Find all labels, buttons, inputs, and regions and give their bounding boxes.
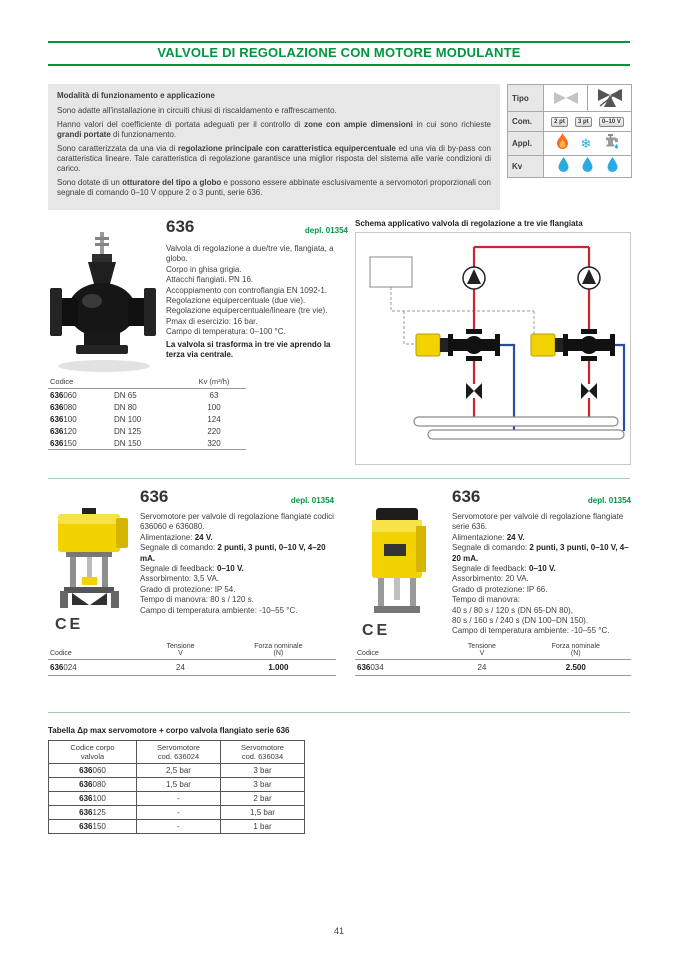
description-line: Tempo di manovra: [452,595,521,605]
description-line: Alimentazione: 24 V. [452,532,525,542]
description-line: Campo di temperatura: 0–100 °C. [166,327,286,337]
valve-codes-table [48,376,246,450]
dp-table-title: Tabella Δp max servomotore + corpo valvola flangiato serie 636 [48,726,290,735]
col-header-forza: Forza nominale (N) [521,642,631,660]
table-row: 636120 DN 125 220 [50,426,221,436]
description-line: Segnale di feedback: 0–10 V. [140,563,244,573]
table-row: 636080 1,5 bar 3 bar [49,778,305,792]
col-header-tensione: Tensione V [443,642,520,660]
description-line: Campo di temperatura ambiente: -10–55 °C. [140,605,298,615]
intro-panel [48,84,500,210]
two-way-valve-icon [544,85,587,111]
header-rule-top [48,41,630,43]
servo-636034-description [452,512,632,637]
description-line: 40 s / 80 s / 120 s (DN 65-DN 80), [452,605,573,615]
description-line: Segnale di comando: 2 punti, 3 punti, 0–10 V, 4–20 mA. [140,543,326,563]
spec-label-tipo: Tipo [508,85,544,112]
spec-label-com: Com. [508,112,544,132]
drop-icon [582,157,593,177]
spec-label-appl: Appl. [508,132,544,156]
series-number: 636 [140,487,169,506]
col-header-tensione: Tensione V [140,642,221,660]
description-line: Segnale di feedback: 0–10 V. [452,563,556,573]
shutoff-valve-icon [581,383,597,399]
description-line: Accoppiamento con controflangia EN 1092-1. [166,285,327,295]
depl-ref: depl. 01354 [290,496,334,505]
com-010v-badge: 0–10 V [599,117,624,127]
shutoff-valve-icon [466,383,482,399]
description-line: Grado di protezione: IP 66. [452,584,548,594]
description-line: Alimentazione: 24 V. [140,532,213,542]
table-row: 636125 - 1,5 bar [49,806,305,820]
description-line: Regolazione equipercentuale (due vie). [166,295,306,305]
table-row: 636100 DN 100 124 [50,414,221,424]
manifold-pipes [414,417,624,439]
section-divider [48,712,630,713]
drop-icon [558,157,569,177]
valve-bold-note: La valvola si trasforma in tre vie aprendo la terza via centrale. [166,339,331,359]
description-line: Valvola di regolazione a due/tre vie, flangiata, a globo. [166,244,334,264]
servo-636024-description [140,512,336,616]
header-rule-bottom [48,64,630,66]
com-3pt-badge: 3 pt [575,117,592,127]
spec-label-kv: Kv [508,156,544,178]
dp-header-code: Codice corpo valvola [49,741,137,764]
description-line: Assorbimento: 20 VA. [452,574,529,584]
intro-paragraph: Sono dotate di un otturatore del tipo a globo e possono essere abbinate esclusivamente a servomotori proporzionali con segnale di comando 0–10 V oppure 2 o 3 punti, serie 636. [57,177,492,198]
controller-box [370,257,412,287]
description-line: Corpo in ghisa grigia. [166,264,242,274]
col-header-codice: Codice [355,642,443,660]
description-line: Servomotore per valvole di regolazione flangiate serie 636. [452,512,624,532]
table-row: 636080 DN 80 100 [50,402,221,412]
spec-row-tipo [508,85,632,112]
pump-icon [578,267,600,289]
page-title: VALVOLE DI REGOLAZIONE CON MOTORE MODULANTE [157,45,521,60]
servo-636024-table [48,642,336,676]
description-line: Segnale di comando: 2 punti, 3 punti, 0–10 V, 4–20 mA. [452,543,629,563]
faucet-icon [603,134,619,154]
valve-product-image [48,230,160,374]
servo-a-header [140,488,334,505]
table-row: 636024 24 1.000 [48,660,336,676]
table-row: 636060 2,5 bar 3 bar [49,764,305,778]
description-line: Pmax di esercizio: 16 bar. [166,316,258,326]
ce-mark: CE [55,616,84,633]
description-line: 80 s / 160 s / 240 s (DN 100–DN 150). [452,615,589,625]
application-schema [355,232,631,465]
description-line: Attacchi flangiati. PN 16. [166,275,254,285]
table-row: 636150 - 1 bar [49,820,305,834]
table-row: 636034 24 2.500 [355,660,631,676]
dp-header-servo-636024: Servomotore cod. 636024 [137,741,221,764]
ce-mark: CE [362,622,391,639]
spec-row-com [508,112,632,132]
col-header-codice: Codice [48,642,140,660]
dp-max-table [48,740,305,834]
codes-header-kv: Kv (m³/h) [182,376,246,389]
page-number: 41 [333,926,344,936]
pump-icon [463,267,485,289]
servo-b-header [452,488,631,505]
section-divider [48,478,630,479]
snowflake-icon: ❄ [580,136,592,151]
description-line: Assorbimento: 3,5 VA. [140,574,219,584]
flame-icon [556,133,569,154]
three-way-valve-assembly [531,329,615,361]
depl-ref: depl. 01354 [587,496,631,505]
servo-636034-image [360,506,440,618]
schema-title: Schema applicativo valvola di regolazione a tre vie flangiata [355,219,583,228]
spec-row-appl [508,132,632,156]
com-2pt-badge: 2 pt [551,117,568,127]
description-line: Tempo di manovra: 80 s / 120 s. [140,595,254,605]
intro-paragraph: Sono adatte all'installazione in circuiti chiusi di riscaldamento e raffrescamento. [57,106,337,116]
series-number: 636 [166,217,195,236]
table-row: 636060 DN 65 63 [50,390,219,400]
description-line: Regolazione equipercentuale/lineare (tre vie). [166,306,328,316]
table-row: 636150 DN 150 320 [48,437,246,450]
three-way-valve-assembly [416,329,500,361]
servo-636024-image [52,506,136,612]
three-way-valve-icon [587,85,631,111]
description-line: Servomotore per valvole di regolazione flangiate codici 636060 e 636080. [140,512,334,532]
table-row: 636100 - 2 bar [49,792,305,806]
servo-636034-table [355,642,631,676]
control-wiring-lines [391,287,534,344]
description-line: Campo di temperatura ambiente: -10–55 °C. [452,626,610,636]
spec-row-kv [508,156,632,178]
intro-paragraph: Sono caratterizzata da una via di regolazione principale con caratteristica equipercentuale ed una via di by-pass con caratteristica lineare. Tale caratteristica di regolazione garantisce una miglior risposta del sistema alle varie condizioni di carico. [57,143,491,174]
intro-heading: Modalità di funzionamento e applicazione [57,91,215,100]
dp-header-servo-636034: Servomotore cod. 636034 [221,741,305,764]
drop-icon [607,157,618,177]
col-header-forza: Forza nominale (N) [221,642,336,660]
codes-header-codice: Codice [48,376,112,389]
intro-paragraph: Hanno valori del coefficiente di portata adeguati per il controllo di zone con ampie dimensioni in cui sono richieste grandi portate di funzionamento. [57,119,491,140]
valve-section-header [166,218,348,235]
spec-summary-table [507,84,632,178]
supply-pipes [474,247,589,418]
depl-ref: depl. 01354 [304,226,348,235]
valve-description [166,244,350,360]
series-number: 636 [452,487,481,506]
description-line: Grado di protezione: IP 54. [140,584,236,594]
